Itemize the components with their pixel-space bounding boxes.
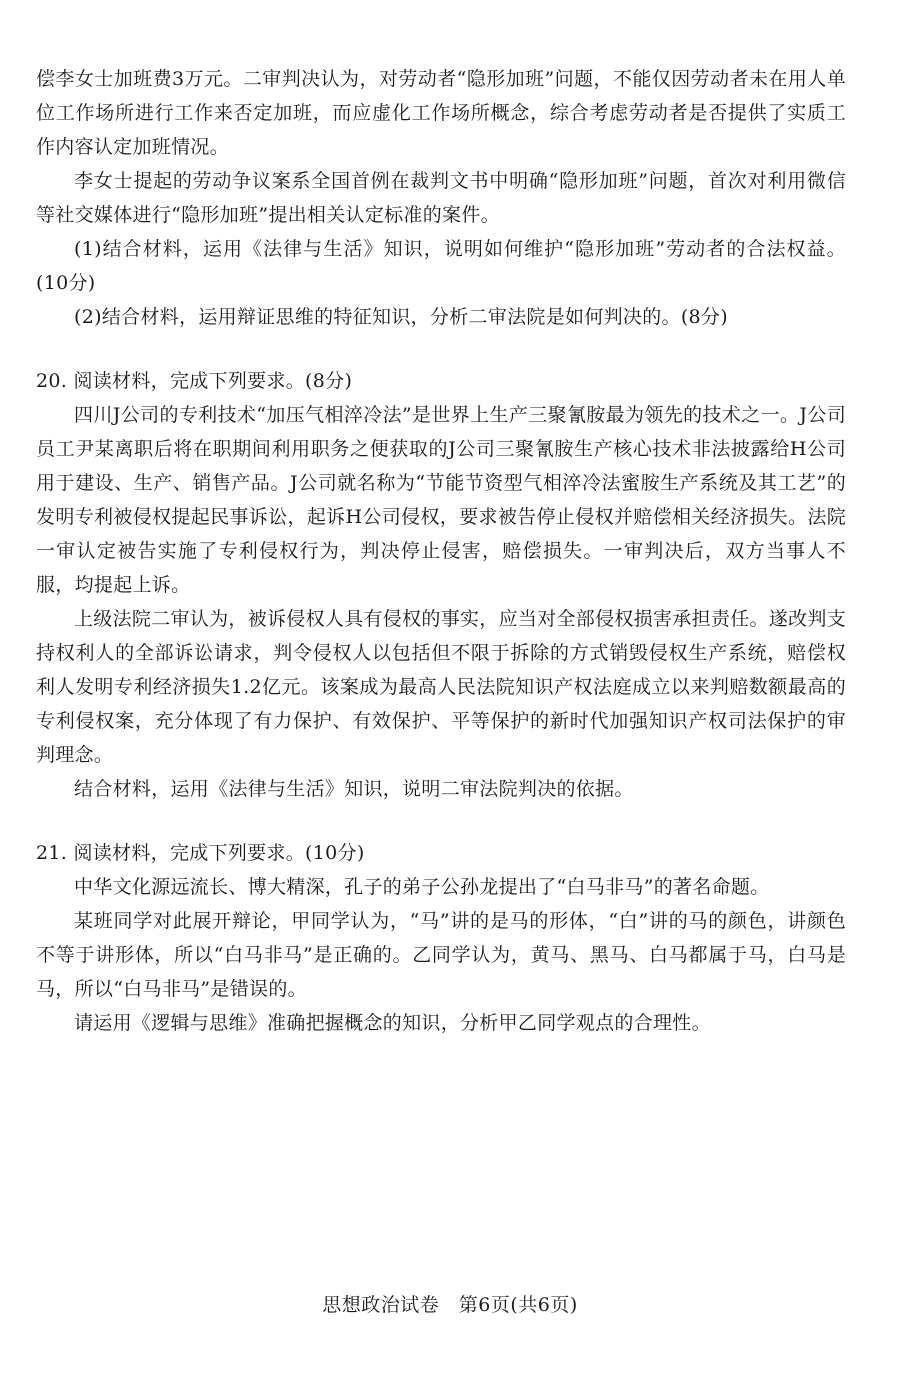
question-19-continued [36, 62, 846, 334]
question-21 [36, 836, 846, 1040]
q19-subquestion-1: (1)结合材料，运用《法律与生活》知识，说明如何维护“隐形加班”劳动者的合法权益。(10分) [36, 238, 846, 294]
q21-requirement: 请运用《逻辑与思维》准确把握概念的知识，分析甲乙同学观点的合理性。 [74, 1012, 711, 1034]
q20-paragraph-1: 四川J公司的专利技术“加压气相淬冷法”是世界上生产三聚氰胺最为领先的技术之一。J公司员工尹某离职后将在职期间利用职务之便获取的J公司三聚氰胺生产核心技术非法披露给H公司用于建设、生产、销售产品。J公司就名称为“节能节资型气相淬冷法蜜胺生产系统及其工艺”的发明专利被侵权提起民事诉讼，起诉H公司侵权，要求被告停止侵权并赔偿相关经济损失。法院一审认定被告实施了专利侵权行为，判决停止侵害，赔偿损失。一审判决后，双方当事人不服，均提起上诉。 [36, 404, 846, 596]
q20-paragraph-2: 上级法院二审认为，被诉侵权人具有侵权的事实，应当对全部侵权损害承担责任。遂改判支持权利人的全部诉讼请求，判令侵权人以包括但不限于拆除的方式销毁侵权生产系统，赔偿权利人发明专利经济损失1.2亿元。该案成为最高人民法院知识产权法庭成立以来判赔数额最高的专利侵权案，充分体现了有力保护、有效保护、平等保护的新时代加强知识产权司法保护的审判理念。 [36, 608, 847, 766]
question-spacer [36, 806, 846, 836]
q20-requirement: 结合材料，运用《法律与生活》知识，说明二审法院判决的依据。 [74, 778, 634, 800]
question-spacer [36, 334, 846, 364]
page-footer: 思想政治试卷 第6页(共6页) [322, 1294, 578, 1316]
exam-page-body [36, 62, 846, 1040]
q21-paragraph-1: 中华文化源远流长、博大精深，孔子的弟子公孙龙提出了“白马非马”的著名命题。 [74, 876, 770, 898]
q19-paragraph-1: 偿李女士加班费3万元。二审判决认为，对劳动者“隐形加班”问题，不能仅因劳动者未在用人单位工作场所进行工作来否定加班，而应虚化工作场所概念，综合考虑劳动者是否提供了实质工作内容认定加班情况。 [36, 68, 846, 158]
q19-paragraph-2: 李女士提起的劳动争议案系全国首例在裁判文书中明确“隐形加班”问题，首次对利用微信等社交媒体进行“隐形加班”提出相关认定标准的案件。 [36, 170, 846, 226]
q21-title: 21. 阅读材料，完成下列要求。(10分) [36, 842, 365, 864]
q21-paragraph-2: 某班同学对此展开辩论，甲同学认为，“马”讲的是马的形体，“白”讲的马的颜色，讲颜色不等于讲形体，所以“白马非马”是正确的。乙同学认为，黄马、黑马、白马都属于马，白马是马，所以“白马非马”是错误的。 [36, 910, 846, 1000]
q19-subquestion-2: (2)结合材料，运用辩证思维的特征知识，分析二审法院是如何判决的。(8分) [74, 306, 728, 328]
q20-title: 20. 阅读材料，完成下列要求。(8分) [36, 370, 353, 392]
question-20 [36, 364, 846, 806]
